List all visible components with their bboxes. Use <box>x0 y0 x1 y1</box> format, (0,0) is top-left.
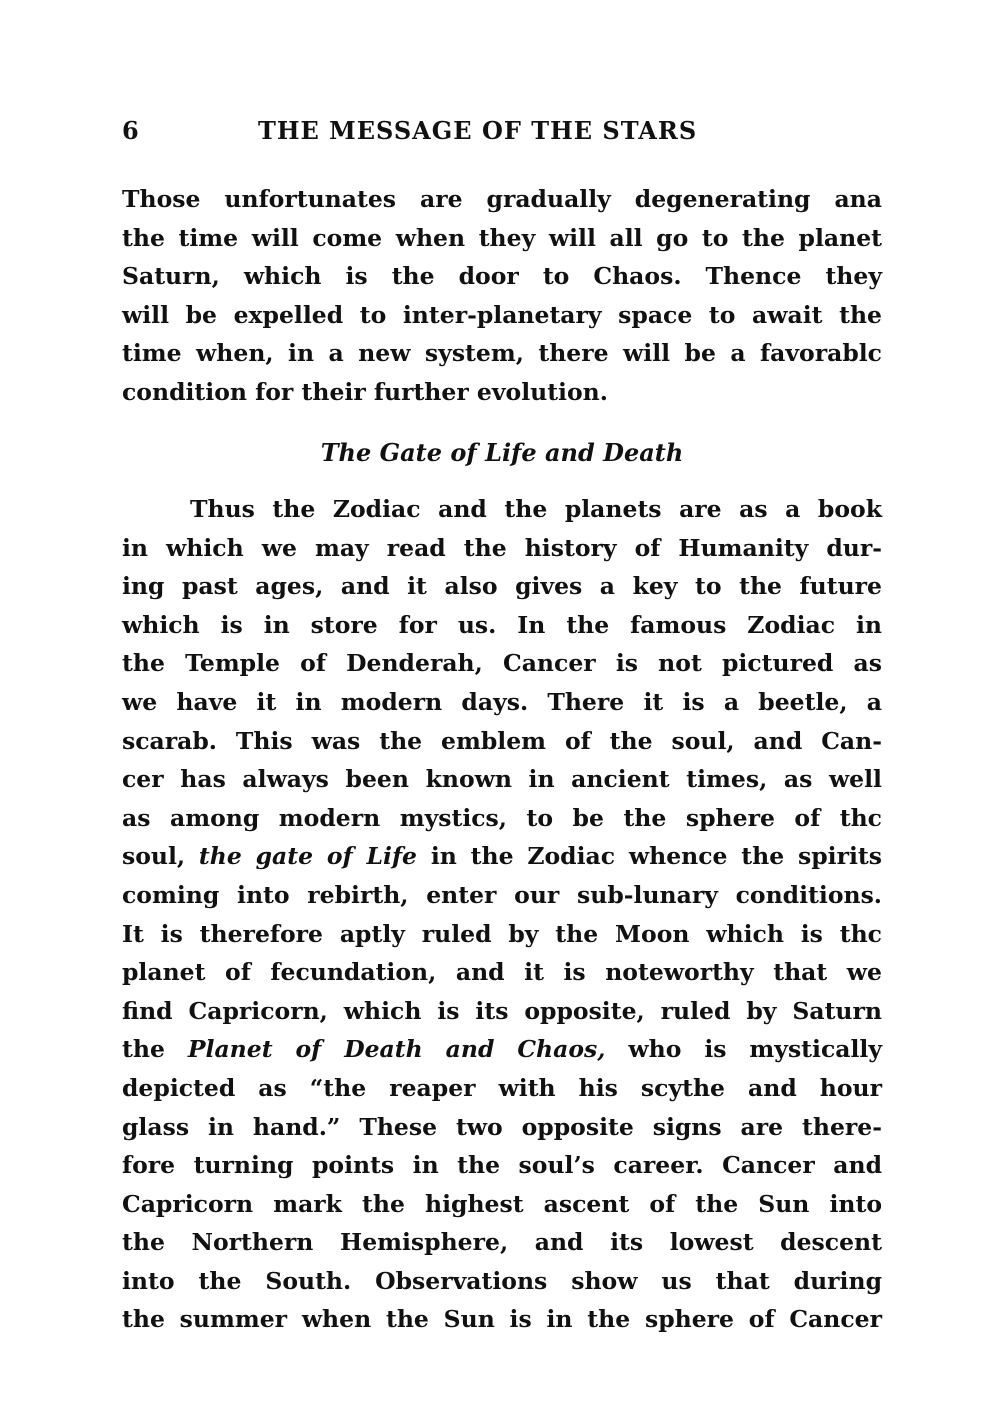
text-line: depicted as “the reaper with his scythe and hour <box>122 1073 882 1102</box>
text-line: in which we may read the history of Humanity dur- <box>122 533 882 562</box>
text-line-mixed <box>122 1030 882 1069</box>
italic-run: the gate of Life <box>198 842 418 871</box>
text-line: It is therefore aptly ruled by the Moon which is thc <box>122 919 882 948</box>
section-heading: The Gate of Life and Death <box>320 438 684 467</box>
text-line: Thus the Zodiac and the planets are as a book <box>190 495 882 523</box>
text-line: coming into rebirth, enter our sub-lunary conditions. <box>122 880 882 909</box>
text-line: will be expelled to inter-planetary space to await the <box>122 300 882 329</box>
text-line: the Northern Hemisphere, and its lowest descent <box>122 1228 882 1257</box>
text-line-mixed <box>122 837 882 876</box>
text-line: planet of fecundation, and it is noteworthy that we <box>122 958 882 987</box>
text-line: fore turning points in the soul’s career. Cancer and <box>122 1151 882 1180</box>
text-line: into the South. Observations show us that during <box>122 1266 882 1295</box>
running-title: THE MESSAGE OF THE STARS <box>258 116 698 145</box>
text-line: we have it in modern days. There it is a beetle, a <box>122 687 882 716</box>
italic-run: Planet of Death and Chaos, <box>187 1035 606 1064</box>
page-number: 6 <box>122 116 140 145</box>
text-line: which is in store for us. In the famous Zodiac in <box>122 610 882 639</box>
text-line: Capricorn mark the highest ascent of the Sun into <box>122 1189 882 1218</box>
text-line: time when, in a new system, there will be a favorablc <box>122 339 882 368</box>
paragraph-1 <box>122 180 882 412</box>
text-run: in the Zodiac whence the spirits <box>417 842 882 871</box>
text-line: ing past ages, and it also gives a key to the future <box>122 572 882 601</box>
text-line: Saturn, which is the door to Chaos. Thence they <box>122 262 882 291</box>
text-run: soul, <box>122 842 199 871</box>
text-line: the summer when the Sun is in the sphere of Cancer <box>122 1305 882 1334</box>
text-line: glass in hand.” These two opposite signs are there- <box>122 1112 882 1141</box>
text-line: the Temple of Denderah, Cancer is not pictured as <box>122 649 882 678</box>
text-line: condition for their further evolution. <box>122 377 608 406</box>
text-line: the time will come when they will all go to the planet <box>122 223 882 252</box>
text-run: the <box>122 1035 188 1064</box>
paragraph-2 <box>122 490 882 1339</box>
text-line: as among modern mystics, to be the sphere of thc <box>122 803 882 832</box>
text-line: scarab. This was the emblem of the soul, and Can- <box>122 726 882 755</box>
text-line: Those unfortunates are gradually degenerating ana <box>122 185 882 213</box>
text-run: who is mystically <box>605 1035 882 1064</box>
text-line: cer has always been known in ancient times, as well <box>122 765 882 794</box>
running-head <box>122 116 882 156</box>
text-line: find Capricorn, which is its opposite, ruled by Saturn <box>122 996 882 1025</box>
